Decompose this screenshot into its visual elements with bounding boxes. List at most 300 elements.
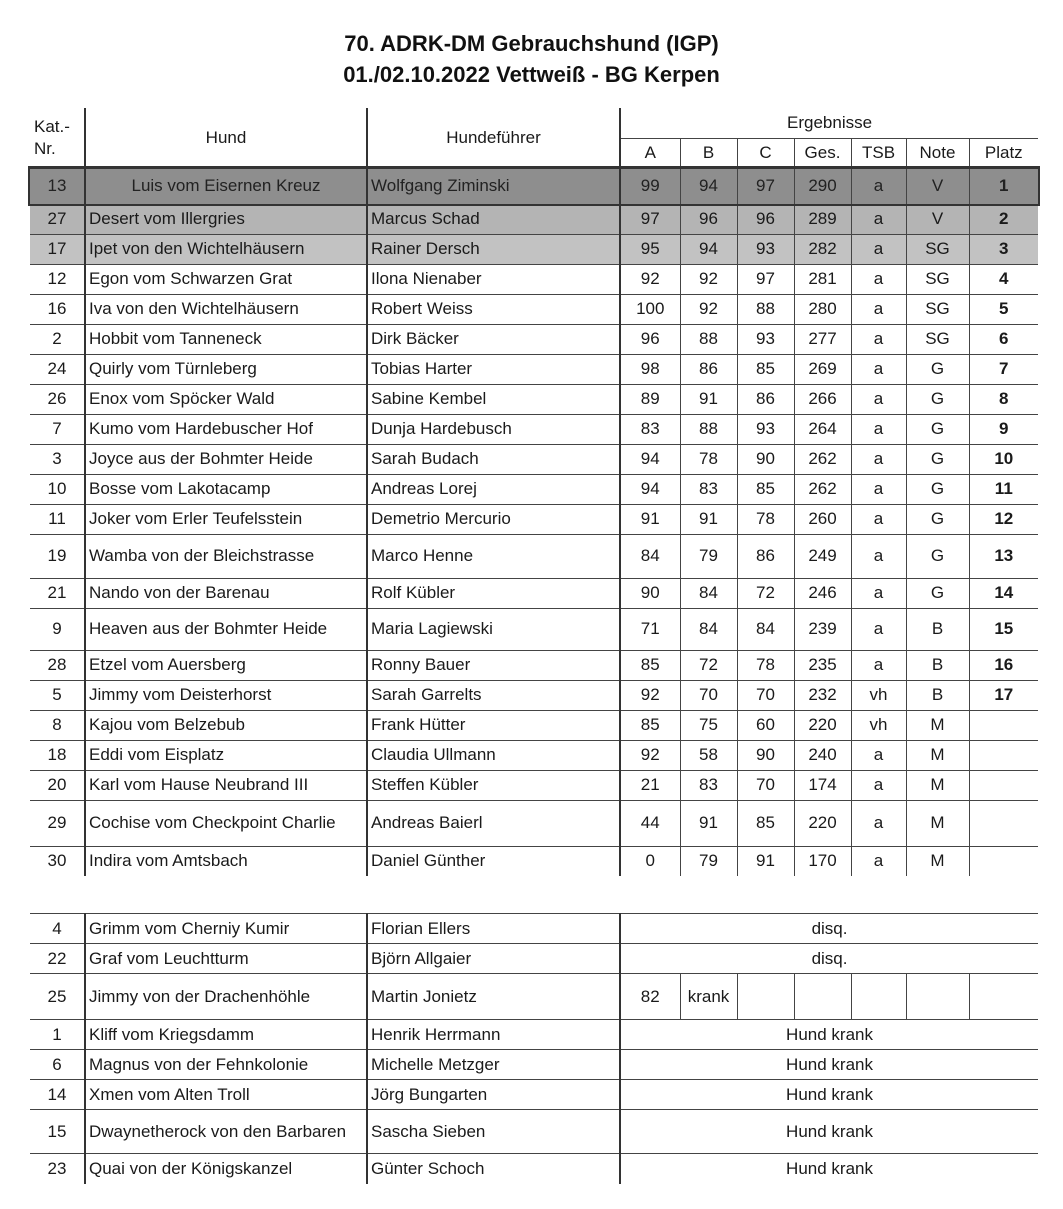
cell-c: 84 [737,608,794,650]
non-placed-table [30,913,1038,1184]
cell-note: B [906,608,969,650]
result-row [30,234,1038,264]
result-row [30,414,1038,444]
cell-a: 100 [620,294,680,324]
non-placed-row [30,1110,1038,1154]
cell-ges: 260 [794,504,851,534]
cell-hund: Bosse vom Lakotacamp [85,474,367,504]
cell-platz: 4 [969,264,1038,294]
cell-a: 83 [620,414,680,444]
cell-ges: 239 [794,608,851,650]
cell-hundefuehrer: Tobias Harter [367,354,620,384]
cell-ges: 282 [794,234,851,264]
header-note: Note [906,138,969,168]
cell-a: 85 [620,650,680,680]
cell-a: 92 [620,680,680,710]
cell-hundefuehrer: Günter Schoch [367,1154,620,1184]
cell-hund: Indira vom Amtsbach [85,846,367,876]
cell-platz: 11 [969,474,1038,504]
cell-tsb: a [851,204,906,234]
cell-tsb: a [851,504,906,534]
cell-c: 78 [737,504,794,534]
cell-a: 98 [620,354,680,384]
cell-a: 89 [620,384,680,414]
cell-note: M [906,846,969,876]
cell-kat-nr: 2 [30,324,85,354]
cell-tsb: a [851,234,906,264]
cell-note: SG [906,234,969,264]
cell-tsb: a [851,168,906,204]
result-row [30,578,1038,608]
non-placed-row [30,1050,1038,1080]
cell-note: M [906,710,969,740]
cell-tsb: a [851,444,906,474]
cell-tsb: a [851,608,906,650]
cell-kat-nr: 17 [30,234,85,264]
cell-hundefuehrer: Sabine Kembel [367,384,620,414]
cell-ges: 262 [794,444,851,474]
cell-c: 93 [737,234,794,264]
non-placed-row [30,1080,1038,1110]
cell-b: 91 [680,504,737,534]
cell-ges: 266 [794,384,851,414]
result-row [30,650,1038,680]
cell-hund: Quai von der Königskanzel [85,1154,367,1184]
cell-hundefuehrer: Dunja Hardebusch [367,414,620,444]
cell-a: 95 [620,234,680,264]
cell-b: 96 [680,204,737,234]
cell-hundefuehrer: Andreas Lorej [367,474,620,504]
cell-tsb: a [851,534,906,578]
cell-kat-nr: 20 [30,770,85,800]
cell-b: 94 [680,234,737,264]
cell-b: 92 [680,264,737,294]
cell-kat-nr: 23 [30,1154,85,1184]
cell-hund: Heaven aus der Bohmter Heide [85,608,367,650]
cell-c: 90 [737,740,794,770]
cell-platz: 14 [969,578,1038,608]
cell-ges: 290 [794,168,851,204]
cell-hund: Hobbit vom Tanneneck [85,324,367,354]
cell-a: 92 [620,740,680,770]
non-placed-row [30,914,1038,944]
cell-tsb: vh [851,710,906,740]
cell-hundefuehrer: Frank Hütter [367,710,620,740]
cell-ges: 277 [794,324,851,354]
cell-b: 78 [680,444,737,474]
result-row [30,740,1038,770]
cell-hund: Nando von der Barenau [85,578,367,608]
cell-hundefuehrer: Rolf Kübler [367,578,620,608]
cell-note: M [906,740,969,770]
cell-ges: 220 [794,800,851,846]
cell-tsb: a [851,264,906,294]
cell-result: Hund krank [620,1110,1038,1154]
cell-kat-nr: 30 [30,846,85,876]
cell-hund: Joker vom Erler Teufelsstein [85,504,367,534]
cell-platz: 9 [969,414,1038,444]
cell-platz: 2 [969,204,1038,234]
cell-empty [851,974,906,1020]
cell-kat-nr: 29 [30,800,85,846]
cell-b: 75 [680,710,737,740]
cell-platz [969,770,1038,800]
cell-hundefuehrer: Sarah Garrelts [367,680,620,710]
cell-kat-nr: 28 [30,650,85,680]
cell-c: 91 [737,846,794,876]
cell-tsb: a [851,770,906,800]
cell-b: 84 [680,608,737,650]
cell-c: 85 [737,800,794,846]
result-row [30,264,1038,294]
cell-platz [969,846,1038,876]
cell-hund: Kliff vom Kriegsdamm [85,1020,367,1050]
cell-ges: 289 [794,204,851,234]
cell-hundefuehrer: Björn Allgaier [367,944,620,974]
cell-kat-nr: 7 [30,414,85,444]
cell-hund: Wamba von der Bleichstrasse [85,534,367,578]
cell-note: B [906,650,969,680]
cell-c: 78 [737,650,794,680]
cell-note: SG [906,324,969,354]
cell-hund: Quirly vom Türnleberg [85,354,367,384]
result-row [30,444,1038,474]
cell-hund: Ipet von den Wichtelhäusern [85,234,367,264]
cell-kat-nr: 5 [30,680,85,710]
cell-b: 72 [680,650,737,680]
header-platz: Platz [969,138,1038,168]
cell-tsb: a [851,354,906,384]
cell-hundefuehrer: Steffen Kübler [367,770,620,800]
cell-hund: Eddi vom Eisplatz [85,740,367,770]
cell-b: 88 [680,414,737,444]
cell-b: 92 [680,294,737,324]
cell-hundefuehrer: Ronny Bauer [367,650,620,680]
cell-ges: 264 [794,414,851,444]
cell-a: 82 [620,974,680,1020]
cell-hund: Magnus von der Fehnkolonie [85,1050,367,1080]
cell-kat-nr: 18 [30,740,85,770]
cell-kat-nr: 22 [30,944,85,974]
cell-hund: Dwaynetherock von den Barbaren [85,1110,367,1154]
cell-c: 85 [737,474,794,504]
cell-hundefuehrer: Sascha Sieben [367,1110,620,1154]
cell-tsb: a [851,294,906,324]
cell-ges: 240 [794,740,851,770]
cell-a: 92 [620,264,680,294]
cell-kat-nr: 21 [30,578,85,608]
cell-hundefuehrer: Michelle Metzger [367,1050,620,1080]
cell-empty [737,974,794,1020]
cell-hund: Grimm vom Cherniy Kumir [85,914,367,944]
cell-hund: Jimmy vom Deisterhorst [85,680,367,710]
cell-ges: 269 [794,354,851,384]
cell-c: 86 [737,534,794,578]
cell-b: 94 [680,168,737,204]
cell-hundefuehrer: Claudia Ullmann [367,740,620,770]
result-row [30,846,1038,876]
cell-c: 93 [737,324,794,354]
cell-platz: 5 [969,294,1038,324]
cell-kat-nr: 3 [30,444,85,474]
cell-tsb: a [851,324,906,354]
cell-kat-nr: 8 [30,710,85,740]
cell-hundefuehrer: Florian Ellers [367,914,620,944]
cell-kat-nr: 9 [30,608,85,650]
header-nr-label: Nr. [34,138,56,158]
result-row [30,474,1038,504]
cell-b: 88 [680,324,737,354]
cell-ges: 170 [794,846,851,876]
cell-platz: 15 [969,608,1038,650]
header-b: B [680,138,737,168]
cell-platz: 7 [969,354,1038,384]
cell-tsb: vh [851,680,906,710]
cell-hund: Cochise vom Checkpoint Charlie [85,800,367,846]
result-row [30,534,1038,578]
cell-kat-nr: 19 [30,534,85,578]
cell-c: 60 [737,710,794,740]
cell-a: 21 [620,770,680,800]
cell-hund: Jimmy von der Drachenhöhle [85,974,367,1020]
cell-hundefuehrer: Andreas Baierl [367,800,620,846]
cell-platz: 6 [969,324,1038,354]
cell-result: disq. [620,914,1038,944]
cell-b: 84 [680,578,737,608]
cell-result: Hund krank [620,1020,1038,1050]
cell-platz: 1 [969,168,1038,204]
cell-hundefuehrer: Martin Jonietz [367,974,620,1020]
cell-hundefuehrer: Jörg Bungarten [367,1080,620,1110]
cell-kat-nr: 27 [30,204,85,234]
cell-note: V [906,204,969,234]
cell-empty [969,974,1038,1020]
cell-note: G [906,354,969,384]
cell-ges: 281 [794,264,851,294]
cell-ges: 280 [794,294,851,324]
cell-hund: Kumo vom Hardebuscher Hof [85,414,367,444]
cell-b: 83 [680,770,737,800]
header-c: C [737,138,794,168]
cell-platz [969,740,1038,770]
cell-note: M [906,770,969,800]
cell-tsb: a [851,846,906,876]
cell-kat-nr: 25 [30,974,85,1020]
cell-note: G [906,534,969,578]
cell-hund: Etzel vom Auersberg [85,650,367,680]
cell-hund: Kajou vom Belzebub [85,710,367,740]
result-row [30,294,1038,324]
non-placed-row [30,944,1038,974]
header-ges: Ges. [794,138,851,168]
cell-ges: 246 [794,578,851,608]
cell-a: 96 [620,324,680,354]
cell-hund: Iva von den Wichtelhäusern [85,294,367,324]
cell-c: 72 [737,578,794,608]
cell-tsb: a [851,578,906,608]
cell-hund: Xmen vom Alten Troll [85,1080,367,1110]
cell-hundefuehrer: Henrik Herrmann [367,1020,620,1050]
cell-platz: 8 [969,384,1038,414]
cell-hundefuehrer: Rainer Dersch [367,234,620,264]
cell-tsb: a [851,414,906,444]
cell-platz [969,800,1038,846]
cell-hundefuehrer: Sarah Budach [367,444,620,474]
cell-hundefuehrer: Marco Henne [367,534,620,578]
cell-hund: Desert vom Illergries [85,204,367,234]
result-row [30,384,1038,414]
cell-c: 97 [737,168,794,204]
cell-kat-nr: 13 [30,168,85,204]
cell-platz: 13 [969,534,1038,578]
result-row [30,608,1038,650]
header-kat-label: Kat.- [34,116,70,136]
cell-tsb: a [851,800,906,846]
cell-ges: 174 [794,770,851,800]
cell-hund: Karl vom Hause Neubrand III [85,770,367,800]
cell-b: krank [680,974,737,1020]
cell-ges: 220 [794,710,851,740]
cell-hund: Graf vom Leuchtturm [85,944,367,974]
cell-tsb: a [851,650,906,680]
cell-ges: 232 [794,680,851,710]
cell-hundefuehrer: Robert Weiss [367,294,620,324]
non-placed-row [30,1020,1038,1050]
cell-kat-nr: 12 [30,264,85,294]
cell-a: 91 [620,504,680,534]
header-hund: Hund [85,108,367,168]
cell-tsb: a [851,474,906,504]
cell-c: 96 [737,204,794,234]
cell-platz [969,710,1038,740]
cell-b: 83 [680,474,737,504]
cell-kat-nr: 24 [30,354,85,384]
result-row [30,710,1038,740]
cell-empty [906,974,969,1020]
cell-a: 71 [620,608,680,650]
result-row [30,800,1038,846]
cell-note: G [906,578,969,608]
cell-kat-nr: 1 [30,1020,85,1050]
result-row [30,168,1038,204]
header-a: A [620,138,680,168]
cell-kat-nr: 11 [30,504,85,534]
cell-result: disq. [620,944,1038,974]
cell-b: 86 [680,354,737,384]
cell-note: G [906,504,969,534]
cell-kat-nr: 6 [30,1050,85,1080]
cell-kat-nr: 16 [30,294,85,324]
page-subtitle: 01./02.10.2022 Vettweiß - BG Kerpen [343,62,720,87]
result-row [30,770,1038,800]
cell-ges: 249 [794,534,851,578]
cell-hundefuehrer: Dirk Bäcker [367,324,620,354]
cell-platz: 12 [969,504,1038,534]
cell-note: G [906,414,969,444]
results-table [30,108,1038,876]
cell-a: 0 [620,846,680,876]
cell-c: 86 [737,384,794,414]
cell-platz: 17 [969,680,1038,710]
cell-tsb: a [851,384,906,414]
cell-c: 70 [737,770,794,800]
cell-hundefuehrer: Maria Lagiewski [367,608,620,650]
cell-note: SG [906,294,969,324]
cell-a: 84 [620,534,680,578]
cell-b: 70 [680,680,737,710]
cell-result: Hund krank [620,1080,1038,1110]
cell-kat-nr: 15 [30,1110,85,1154]
cell-kat-nr: 14 [30,1080,85,1110]
cell-b: 79 [680,534,737,578]
page-title: 70. ADRK-DM Gebrauchshund (IGP) [344,31,719,56]
cell-hund: Egon vom Schwarzen Grat [85,264,367,294]
result-row [30,680,1038,710]
cell-result: Hund krank [620,1050,1038,1080]
cell-a: 94 [620,444,680,474]
cell-kat-nr: 26 [30,384,85,414]
cell-hundefuehrer: Daniel Günther [367,846,620,876]
cell-note: G [906,474,969,504]
cell-hundefuehrer: Marcus Schad [367,204,620,234]
cell-note: B [906,680,969,710]
cell-hundefuehrer: Demetrio Mercurio [367,504,620,534]
cell-note: G [906,444,969,474]
cell-kat-nr: 4 [30,914,85,944]
cell-hund: Enox vom Spöcker Wald [85,384,367,414]
cell-empty [794,974,851,1020]
cell-result: Hund krank [620,1154,1038,1184]
cell-b: 58 [680,740,737,770]
cell-b: 91 [680,800,737,846]
cell-a: 99 [620,168,680,204]
cell-ges: 235 [794,650,851,680]
cell-a: 94 [620,474,680,504]
cell-note: M [906,800,969,846]
result-row [30,504,1038,534]
cell-c: 70 [737,680,794,710]
cell-hund: Luis vom Eisernen Kreuz [85,168,367,204]
cell-tsb: a [851,740,906,770]
cell-c: 90 [737,444,794,474]
cell-c: 93 [737,414,794,444]
result-row [30,324,1038,354]
cell-platz: 3 [969,234,1038,264]
cell-a: 44 [620,800,680,846]
cell-kat-nr: 10 [30,474,85,504]
result-row [30,204,1038,234]
non-placed-row [30,974,1038,1020]
header-kat-nr [30,108,85,168]
header-hundefuehrer: Hundeführer [367,108,620,168]
header-tsb: TSB [851,138,906,168]
cell-note: SG [906,264,969,294]
non-placed-row [30,1154,1038,1184]
cell-note: G [906,384,969,414]
cell-ges: 262 [794,474,851,504]
cell-hundefuehrer: Ilona Nienaber [367,264,620,294]
cell-a: 97 [620,204,680,234]
cell-platz: 10 [969,444,1038,474]
cell-a: 85 [620,710,680,740]
cell-note: V [906,168,969,204]
cell-platz: 16 [969,650,1038,680]
cell-a: 90 [620,578,680,608]
cell-c: 97 [737,264,794,294]
cell-hund: Joyce aus der Bohmter Heide [85,444,367,474]
header-ergebnisse: Ergebnisse [620,108,1038,138]
cell-c: 88 [737,294,794,324]
